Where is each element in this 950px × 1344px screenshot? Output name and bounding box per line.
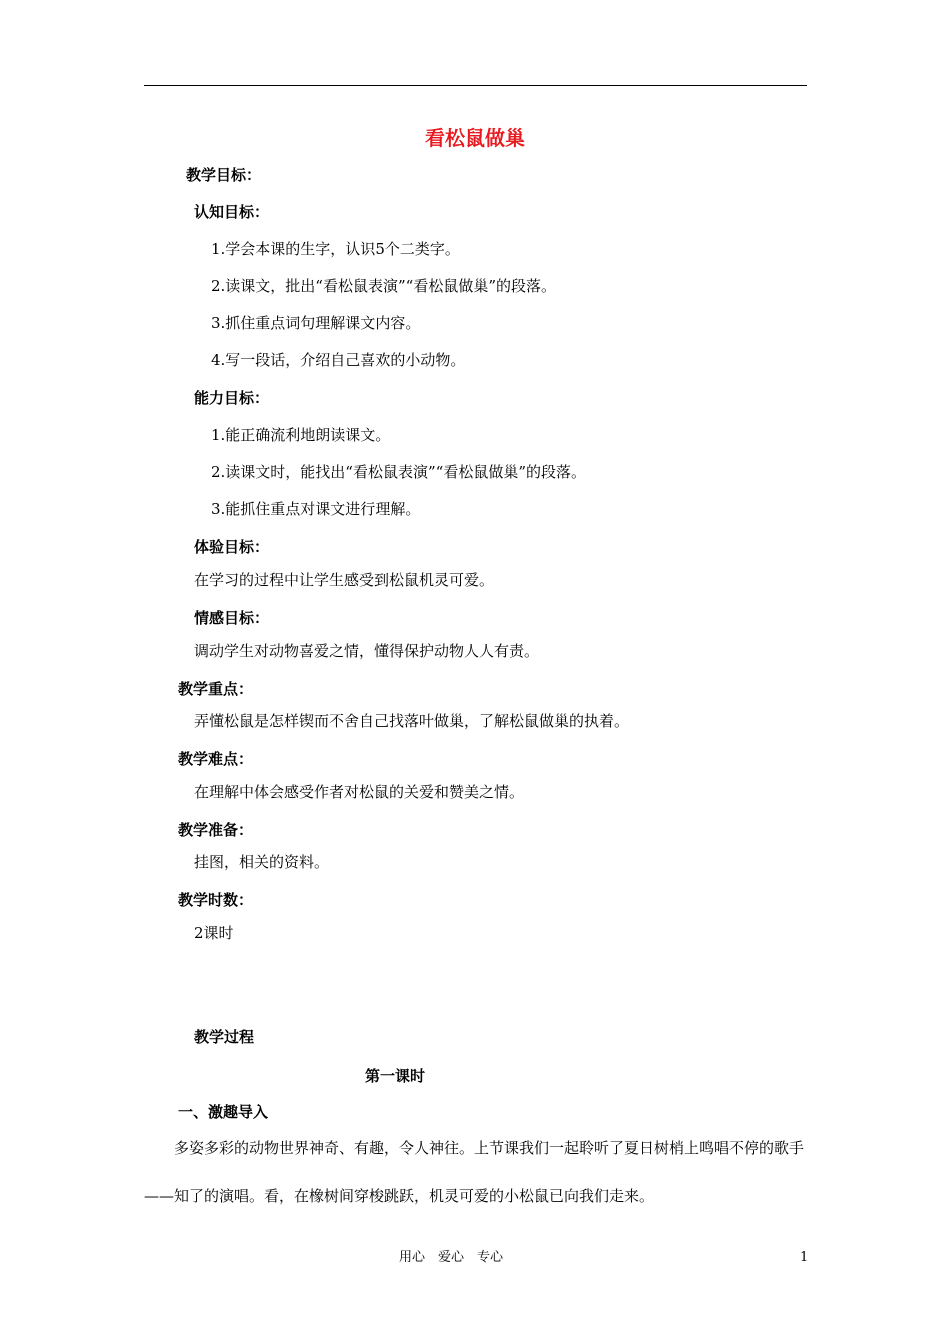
objectives-heading: 教学目标：	[186, 166, 262, 184]
cognitive-item-2: 2.读课文，批出“看松鼠表演”“看松鼠做巢”的段落。	[211, 277, 556, 295]
footer-motto: 用心 爱心 专心	[399, 1250, 504, 1265]
cognitive-item-1: 1.学会本课的生字，认识5个二类字。	[211, 240, 460, 258]
emotion-text: 调动学生对动物喜爱之情，懂得保护动物人人有责。	[194, 642, 540, 660]
difficulties-heading: 教学难点：	[178, 750, 254, 768]
experience-heading: 体验目标：	[194, 538, 270, 556]
key-points-heading: 教学重点：	[178, 680, 254, 698]
ability-item-1: 1.能正确流利地朗读课文。	[211, 426, 391, 444]
emotion-heading: 情感目标：	[194, 609, 270, 627]
lesson-heading: 第一课时	[364, 1067, 425, 1085]
preparation-heading: 教学准备：	[178, 821, 254, 839]
page-title: 看松鼠做巢	[425, 126, 525, 150]
difficulties-text: 在理解中体会感受作者对松鼠的关爱和赞美之情。	[194, 783, 525, 801]
section-1-paragraph: 多姿多彩的动物世界神奇、有趣，令人神往。上节课我们一起聆听了夏日树梢上鸣唱不停的歌手——知了的演唱。看，在橡树间穿梭跳跃，机灵可爱的小松鼠已向我们走来。	[144, 1139, 805, 1205]
page-number: 1	[800, 1250, 809, 1265]
cognitive-item-4: 4.写一段话，介绍自己喜欢的小动物。	[211, 351, 466, 369]
experience-text: 在学习的过程中让学生感受到松鼠机灵可爱。	[194, 571, 495, 589]
cognitive-item-3: 3.抓住重点词句理解课文内容。	[211, 314, 421, 332]
hours-text: 2课时	[194, 924, 234, 942]
key-points-text: 弄懂松鼠是怎样锲而不舍自己找落叶做巢，了解松鼠做巢的执着。	[194, 712, 630, 730]
hours-heading: 教学时数：	[178, 891, 254, 909]
ability-heading: 能力目标：	[194, 389, 270, 407]
section-1-heading: 一、激趣导入	[178, 1103, 269, 1121]
process-heading: 教学过程	[194, 1028, 255, 1046]
preparation-text: 挂图，相关的资料。	[194, 853, 330, 871]
header-rule	[144, 85, 807, 86]
ability-item-3: 3.能抓住重点对课文进行理解。	[211, 500, 421, 518]
ability-item-2: 2.读课文时，能找出“看松鼠表演”“看松鼠做巢”的段落。	[211, 463, 586, 481]
cognitive-heading: 认知目标：	[194, 203, 270, 221]
